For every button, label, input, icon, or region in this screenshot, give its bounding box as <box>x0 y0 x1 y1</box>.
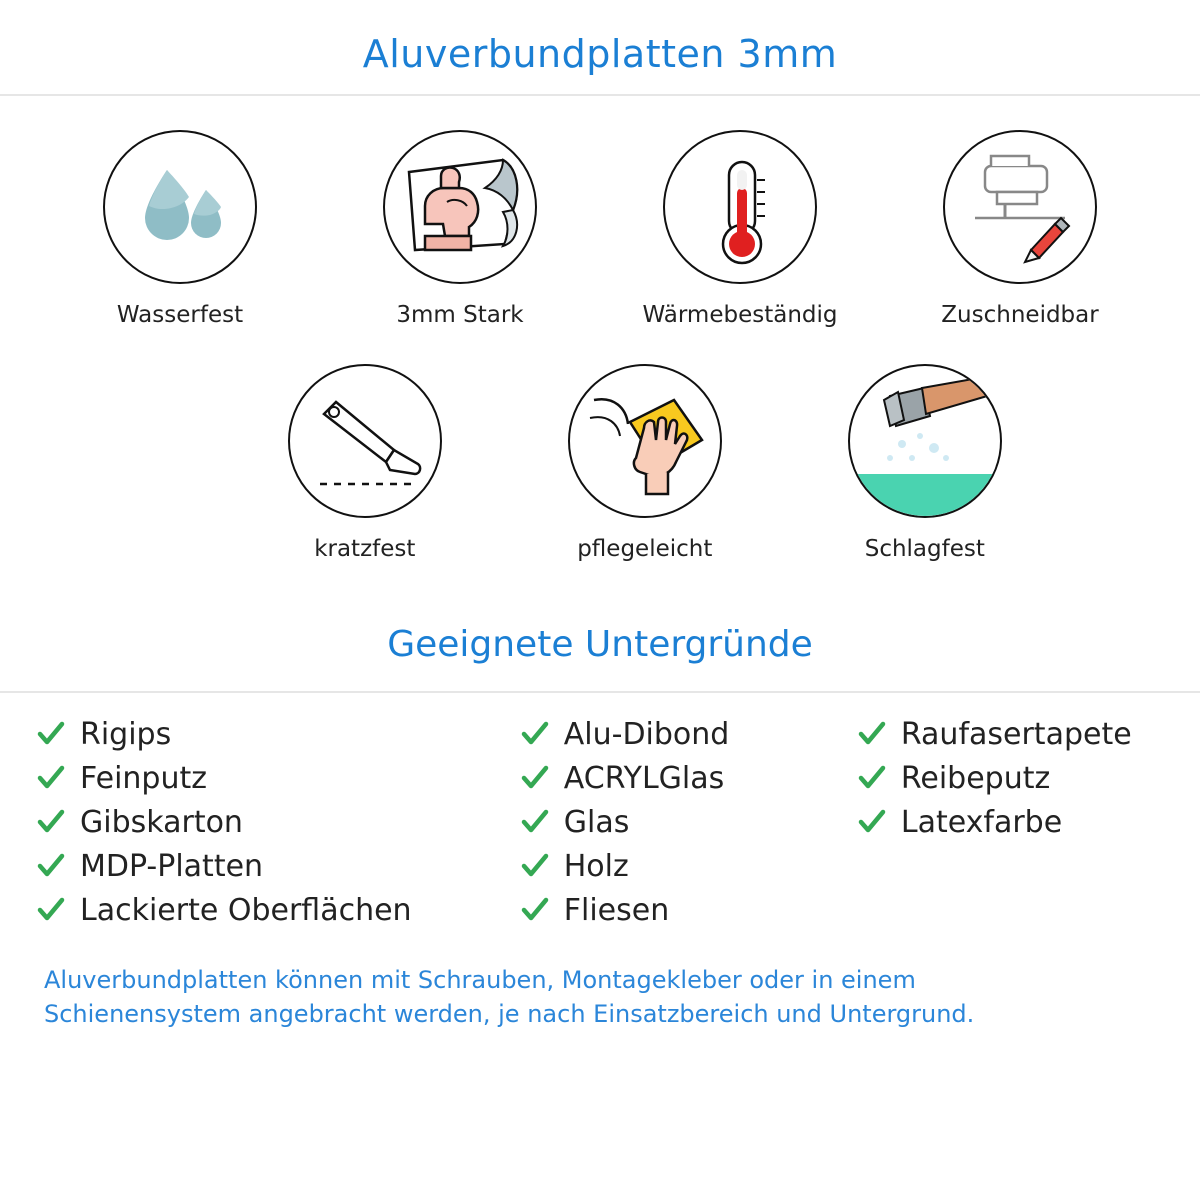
substrates-column-3 <box>857 717 1184 937</box>
list-item-label: Gibskarton <box>80 804 243 840</box>
list-item-label: Feinputz <box>80 760 207 796</box>
feature-3mm-stark <box>320 130 600 328</box>
list-item-label: Fliesen <box>563 892 670 928</box>
check-icon <box>520 719 550 749</box>
page-title: Aluverbundplatten 3mm <box>362 32 838 76</box>
list-item-label: Holz <box>563 848 629 884</box>
jigsaw-cutter-icon <box>943 130 1097 284</box>
feature-waermebestaendig <box>600 130 880 328</box>
list-item <box>520 717 847 751</box>
list-item <box>520 893 847 927</box>
feature-zuschneidbar <box>880 130 1160 328</box>
list-item-label: MDP-Platten <box>80 848 264 884</box>
list-item <box>520 761 847 795</box>
check-icon <box>857 807 887 837</box>
footnote <box>0 937 1200 1031</box>
list-item <box>36 893 510 927</box>
check-icon <box>520 895 550 925</box>
substrates-section <box>0 620 1200 937</box>
water-drops-icon <box>103 130 257 284</box>
check-icon <box>36 719 66 749</box>
list-item <box>520 805 847 839</box>
list-item-label: Alu-Dibond <box>563 716 730 752</box>
substrates-title: Geeignete Untergründe <box>387 624 813 665</box>
feature-kratzfest <box>225 364 505 562</box>
feature-wasserfest <box>40 130 320 328</box>
list-item-label: Reibeputz <box>900 760 1051 796</box>
check-icon <box>857 763 887 793</box>
feature-label: pflegeleicht <box>577 536 713 562</box>
list-item <box>857 805 1184 839</box>
check-icon <box>36 807 66 837</box>
list-item-label: ACRYLGlas <box>563 760 725 796</box>
hammer-impact-icon <box>848 364 1002 518</box>
substrates-list <box>0 693 1200 937</box>
list-item <box>36 761 510 795</box>
check-icon <box>520 807 550 837</box>
feature-schlagfest <box>785 364 1065 562</box>
feature-label: Wärmebeständig <box>642 302 838 328</box>
check-icon <box>36 763 66 793</box>
list-item <box>36 849 510 883</box>
list-item-label: Glas <box>563 804 630 840</box>
list-item-label: Raufasertapete <box>900 716 1132 752</box>
list-item <box>36 805 510 839</box>
list-item <box>36 717 510 751</box>
check-icon <box>520 763 550 793</box>
hand-cleaning-cloth-icon <box>568 364 722 518</box>
list-item <box>857 717 1184 751</box>
thermometer-icon <box>663 130 817 284</box>
substrates-column-2 <box>520 717 847 937</box>
footnote-line-2: Schienensystem angebracht werden, je nach Einsatzbereich und Untergrund. <box>44 1000 975 1029</box>
list-item <box>857 761 1184 795</box>
feature-pflegeleicht <box>505 364 785 562</box>
check-icon <box>857 719 887 749</box>
check-icon <box>36 851 66 881</box>
list-item-label: Latexfarbe <box>900 804 1063 840</box>
feature-label: Zuschneidbar <box>941 302 1099 328</box>
check-icon <box>520 851 550 881</box>
feature-grid <box>0 96 1200 562</box>
feature-label: kratzfest <box>314 536 416 562</box>
feature-label: Wasserfest <box>116 302 244 328</box>
substrates-column-1 <box>36 717 510 937</box>
feature-label: Schlagfest <box>864 536 985 562</box>
list-item-label: Rigips <box>80 716 172 752</box>
flexing-arm-icon <box>383 130 537 284</box>
saw-scratch-icon <box>288 364 442 518</box>
feature-row-2 <box>40 364 1160 562</box>
feature-row-1 <box>40 130 1160 328</box>
check-icon <box>36 895 66 925</box>
footnote-line-1: Aluverbundplatten können mit Schrauben, Montagekleber oder in einem <box>44 966 916 994</box>
feature-label: 3mm Stark <box>396 302 524 328</box>
list-item-label: Lackierte Oberflächen <box>80 892 412 928</box>
list-item <box>520 849 847 883</box>
